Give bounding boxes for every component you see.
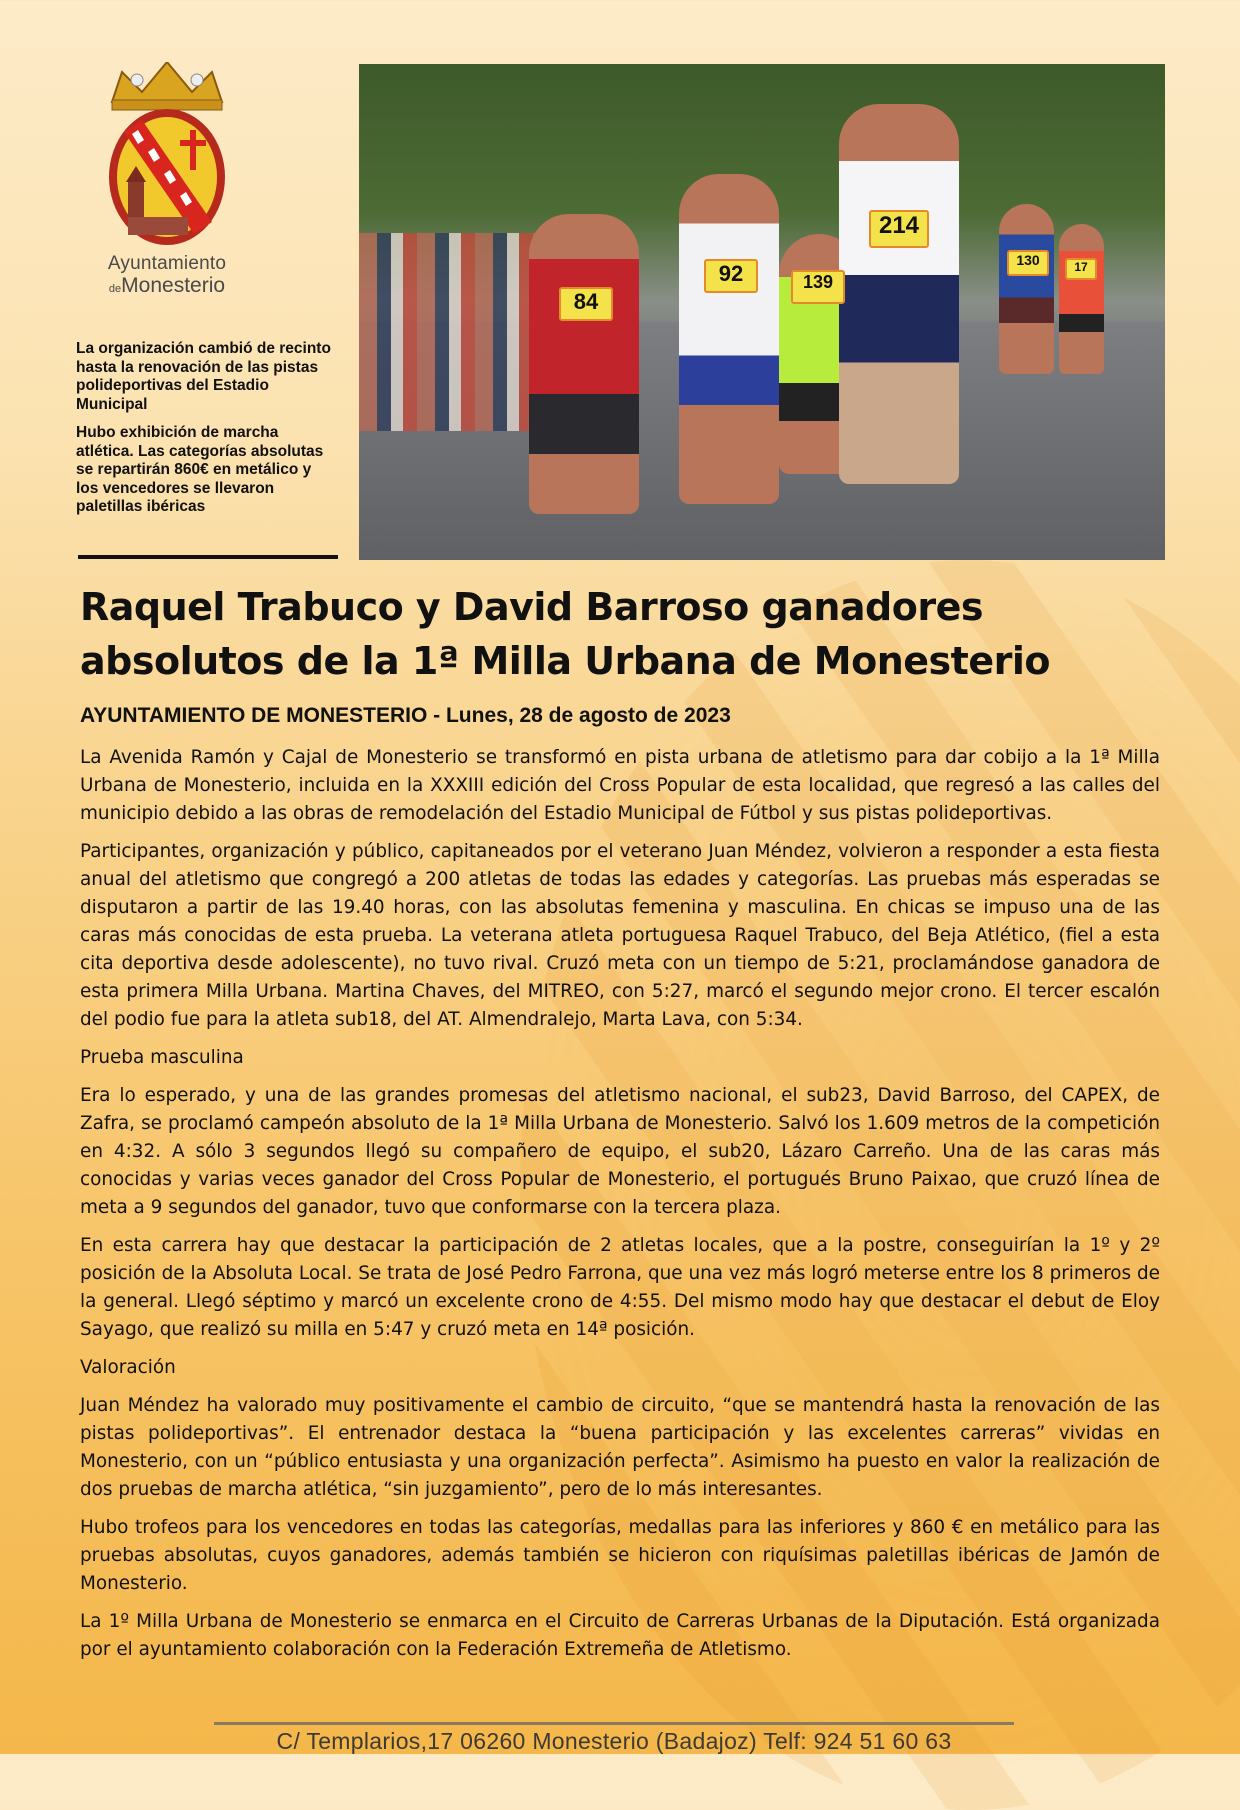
runner [679,174,779,504]
article-title: Raquel Trabuco y David Barroso ganadores absolutos de la 1ª Milla Urbana de Monesterio [80,585,1050,683]
race-bib: 130 [1007,250,1049,276]
race-photo [359,64,1165,560]
paragraph: La 1º Milla Urbana de Monesterio se enmarca en el Circuito de Carreras Urbanas de la Diputación. Está organizada por el ayuntamiento colaboración con la Federación Extremeña de Atletismo. [80,1611,1160,1660]
paragraph: En esta carrera hay que destacar la participación de 2 atletas locales, que a la postre, conseguirían la 1º y 2º posición de la Absoluta Local. Se trata de José Pedro Farrona, que una vez más logró meterse entre los 8 primeros de la general. Llegó séptimo y marcó un excelente crono de 4:55. Del mismo modo hay que destacar el debut de Eloy Sayago, que realizó su milla en 5:47 y cruzó meta en 14ª posición. [80,1235,1160,1340]
coat-of-arms-icon [102,62,232,247]
sidebar-note: La organización cambió de recinto hasta la renovación de las pistas polideportivas del Estadio Municipal [76,340,331,413]
runner [1059,224,1104,374]
paragraph: Hubo trofeos para los vencedores en todas las categorías, medallas para las inferiores y 860 € en metálico para las pruebas absolutas, cuyos ganadores, además también se hicieron con riquísimas paletillas ibéricas de Jamón de Monesterio. [80,1517,1160,1594]
race-bib: 92 [704,259,758,293]
race-bib: 84 [559,287,613,321]
runner [999,204,1054,374]
runner [529,214,639,514]
section-subheading: Valoración [80,1357,176,1378]
article-byline: AYUNTAMIENTO DE MONESTERIO - Lunes, 28 de agosto de 2023 [80,704,731,727]
paragraph: Era lo esperado, y una de las grandes promesas del atletismo nacional, el sub23, David Barroso, del CAPEX, de Zafra, se proclamó campeón absoluto de la 1ª Milla Urbana de Monesterio. Salvó los 1.609 metros de la competición en 4:32. A sólo 3 segundos llegó su compañero de equipo, el sub20, Lázaro Carreño. Una de las caras más conocidas y varias veces ganador del Cross Popular de Monesterio, el portugués Bruno Paixao, que cruzó línea de meta a 9 segundos del ganador, tuvo que conformarse con la tercera plaza. [80,1085,1160,1218]
logo-line2-name: Monesterio [121,274,226,297]
sidebar-notes [76,340,336,527]
race-bib: 17 [1065,258,1097,280]
municipality-logo [92,62,242,300]
section-subheading: Prueba masculina [80,1047,244,1068]
sidebar-divider [78,555,338,559]
paragraph: Participantes, organización y público, capitaneados por el veterano Juan Méndez, volvieron a responder a esta fiesta anual del atletismo que congregó a 200 atletas de todas las edades y categorías. Las pruebas más esperadas se disputaron a partir de las 19.40 horas, con las absolutas femenina y masculina. En chicas se impuso una de las caras más conocidas de esta prueba. La veterana atleta portuguesa Raquel Trabuco, del Beja Atlético, (fiel a esta cita deportiva desde adolescente), no tuvo rival. Cruzó meta con un tiempo de 5:21, proclamándose ganadora de esta primera Milla Urbana. Martina Chaves, del MITREO, con 5:27, marcó el segundo mejor crono. El tercer escalón del podio fue para la atleta sub18, del AT. Almendralejo, Marta Lava, con 5:34. [80,841,1160,1030]
logo-line2-prefix: de [108,283,122,295]
paragraph: Juan Méndez ha valorado muy positivamente el cambio de circuito, “que se mantendrá hasta la renovación de las pistas polideportivas”. El entrenador destaca la “buena participación y las excelentes carreras” vividas en Monesterio, con un “público entusiasta y una organización perfecta”. Asimismo ha puesto en valor la realización de dos pruebas de marcha atlética, “sin juzgamiento”, pero de lo más interesantes. [80,1395,1160,1500]
sidebar-note: Hubo exhibición de marcha atlética. Las categorías absolutas se repartirán 860€ en metálico y los vencedores se llevaron paletillas ibéricas [76,424,324,515]
paragraph: La Avenida Ramón y Cajal de Monesterio se transformó en pista urbana de atletismo para dar cobijo a la 1ª Milla Urbana de Monesterio, incluida en la XXXIII edición del Cross Popular de esta localidad, que regresó a las calles del municipio debido a las obras de remodelación del Estadio Municipal de Fútbol y sus pistas polideportivas. [80,747,1160,824]
race-bib: 139 [791,270,845,304]
logo-line1: Ayuntamiento [107,253,227,274]
article-body [80,744,1160,1674]
footer-divider [214,1722,1014,1725]
footer-address: C/ Templarios,17 06260 Monesterio (Badajoz) Telf: 924 51 60 63 [276,1728,952,1754]
logo-line2 [92,275,242,300]
race-bib: 214 [869,210,929,248]
runner [839,104,959,484]
